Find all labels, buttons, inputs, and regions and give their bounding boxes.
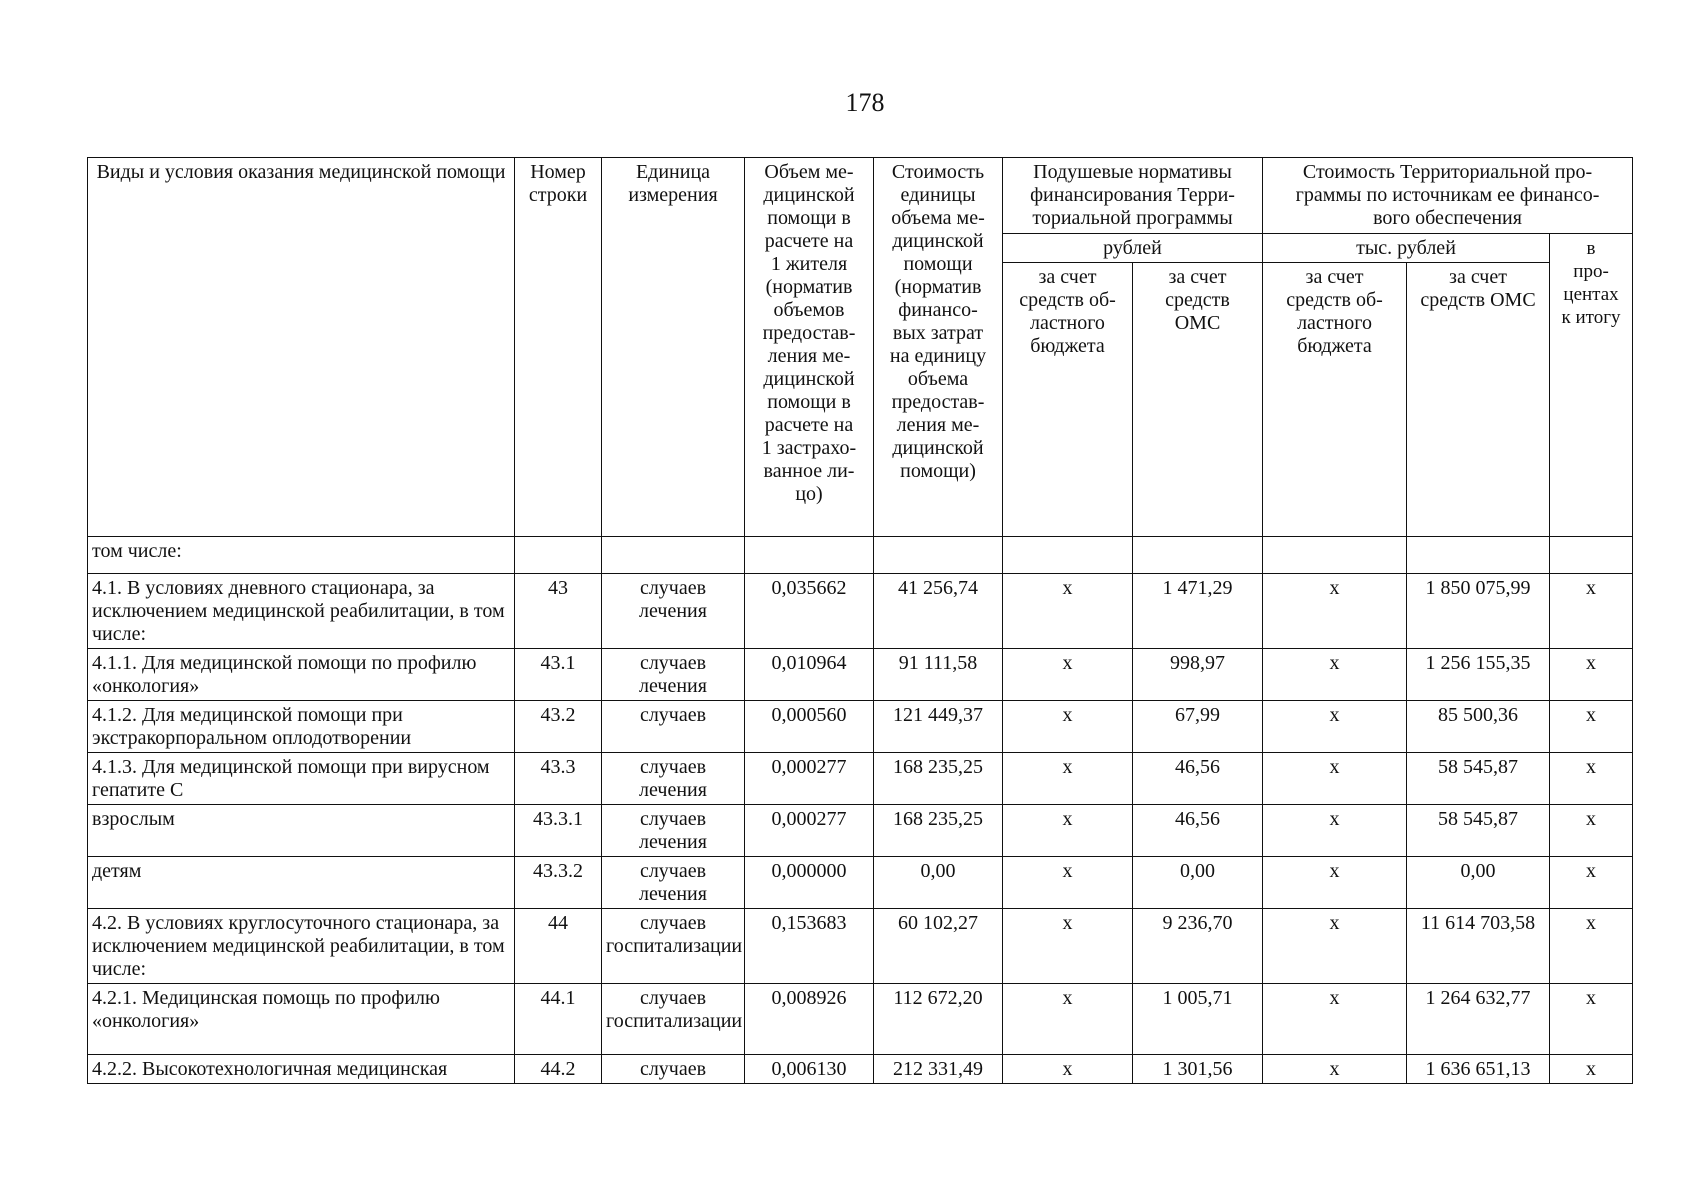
row-name: 4.1. В условиях дневного стационара, за исключением медицинской реабилитации, в том числе:	[88, 574, 515, 649]
row-number: 44.2	[515, 1055, 602, 1084]
row-name: взрослым	[88, 805, 515, 857]
row-cost: 112 672,20	[874, 984, 1003, 1055]
row-unit: случаев лечения	[602, 753, 745, 805]
row-pc-oms: 46,56	[1133, 805, 1263, 857]
financing-table	[87, 157, 1633, 1084]
row-tc-budget: х	[1263, 857, 1407, 909]
row-pc-budget: х	[1003, 649, 1133, 701]
table-row	[88, 701, 1633, 753]
row-number: 43.3.2	[515, 857, 602, 909]
row-pc-budget: х	[1003, 909, 1133, 984]
row-number: 44	[515, 909, 602, 984]
row-number: 43	[515, 574, 602, 649]
header-program-cost-group: Стоимость Территориальной про- граммы по источникам ее финансо- вого обеспечения	[1263, 158, 1633, 234]
table-row	[88, 649, 1633, 701]
table-row	[88, 753, 1633, 805]
header-type: Виды и условия оказания медицинской помощи	[88, 158, 515, 537]
table-row	[88, 1055, 1633, 1084]
row-tc-oms: 11 614 703,58	[1407, 909, 1550, 984]
row-name: 4.1.2. Для медицинской помощи при экстракорпоральном оплодотворении	[88, 701, 515, 753]
row-name: том числе:	[88, 537, 515, 574]
row-tc-oms: 1 256 155,35	[1407, 649, 1550, 701]
row-percent: х	[1550, 649, 1633, 701]
row-pc-budget: х	[1003, 805, 1133, 857]
row-pc-budget: х	[1003, 1055, 1133, 1084]
row-pc-budget: х	[1003, 753, 1133, 805]
row-unit: случаев лечения	[602, 574, 745, 649]
row-pc-budget: х	[1003, 857, 1133, 909]
row-tc-oms: 1 264 632,77	[1407, 984, 1550, 1055]
row-percent: х	[1550, 909, 1633, 984]
row-tc-oms: 1 850 075,99	[1407, 574, 1550, 649]
row-unit: случаев лечения	[602, 857, 745, 909]
row-unit: случаев лечения	[602, 805, 745, 857]
header-regional-budget-per-capita: за счет средств об- ластного бюджета	[1003, 263, 1133, 537]
row-name: 4.1.1. Для медицинской помощи по профилю «онкология»	[88, 649, 515, 701]
row-unit: случаев госпитализации	[602, 909, 745, 984]
row-name: 4.1.3. Для медицинской помощи при вирусном гепатите С	[88, 753, 515, 805]
row-name: 4.2.1. Медицинская помощь по профилю «онкология»	[88, 984, 515, 1055]
row-cost: 0,00	[874, 857, 1003, 909]
row-volume: 0,006130	[745, 1055, 874, 1084]
row-number: 43.3.1	[515, 805, 602, 857]
row-percent: х	[1550, 1055, 1633, 1084]
row-unit: случаев лечения	[602, 649, 745, 701]
row-volume: 0,000560	[745, 701, 874, 753]
row-pc-budget: х	[1003, 984, 1133, 1055]
table-row	[88, 537, 1633, 574]
row-name: детям	[88, 857, 515, 909]
row-tc-oms: 0,00	[1407, 857, 1550, 909]
row-tc-budget: х	[1263, 753, 1407, 805]
row-tc-budget: х	[1263, 805, 1407, 857]
row-unit: случаев	[602, 1055, 745, 1084]
row-pc-budget: х	[1003, 701, 1133, 753]
row-number: 43.3	[515, 753, 602, 805]
header-per-capita-group: Подушевые нормативы финансирования Терри- ториальной программы	[1003, 158, 1263, 234]
row-pc-oms: 1 471,29	[1133, 574, 1263, 649]
row-percent: х	[1550, 805, 1633, 857]
header-volume: Объем ме- дицинской помощи в расчете на 1 жителя (норматив объемов предостав- ления ме- дицинской помощи в расчете на 1 застрахо- ванное ли- цо)	[745, 158, 874, 537]
row-tc-oms: 85 500,36	[1407, 701, 1550, 753]
table-row	[88, 909, 1633, 984]
row-cost: 121 449,37	[874, 701, 1003, 753]
header-unit-cost: Стоимость единицы объема ме- дицинской помощи (норматив финансо- вых затрат на единицу объема предостав- ления ме- дицинской помощи)	[874, 158, 1003, 537]
row-percent: х	[1550, 701, 1633, 753]
row-tc-oms: 1 636 651,13	[1407, 1055, 1550, 1084]
row-cost: 168 235,25	[874, 753, 1003, 805]
table-row	[88, 857, 1633, 909]
row-tc-budget: х	[1263, 984, 1407, 1055]
header-row-number: Номер строки	[515, 158, 602, 537]
header-unit: Единица измерения	[602, 158, 745, 537]
row-tc-oms: 58 545,87	[1407, 753, 1550, 805]
row-pc-oms: 1 005,71	[1133, 984, 1263, 1055]
header-oms-cost: за счет средств ОМС	[1407, 263, 1550, 537]
row-cost: 41 256,74	[874, 574, 1003, 649]
row-volume: 0,000000	[745, 857, 874, 909]
table-row	[88, 805, 1633, 857]
row-cost: 91 111,58	[874, 649, 1003, 701]
row-pc-oms: 1 301,56	[1133, 1055, 1263, 1084]
row-volume: 0,000277	[745, 805, 874, 857]
row-cost: 212 331,49	[874, 1055, 1003, 1084]
table-row	[88, 984, 1633, 1055]
row-cost: 60 102,27	[874, 909, 1003, 984]
row-tc-budget: х	[1263, 574, 1407, 649]
header-percent: в про- центах к итогу	[1550, 234, 1633, 537]
row-tc-budget: х	[1263, 909, 1407, 984]
row-pc-oms: 0,00	[1133, 857, 1263, 909]
row-percent: х	[1550, 984, 1633, 1055]
row-volume: 0,000277	[745, 753, 874, 805]
header-regional-budget-cost: за счет средств об- ластного бюджета	[1263, 263, 1407, 537]
row-unit: случаев госпитализации	[602, 984, 745, 1055]
row-percent: х	[1550, 753, 1633, 805]
row-cost: 168 235,25	[874, 805, 1003, 857]
row-volume: 0,035662	[745, 574, 874, 649]
row-pc-oms: 9 236,70	[1133, 909, 1263, 984]
row-unit: случаев	[602, 701, 745, 753]
row-pc-budget: х	[1003, 574, 1133, 649]
row-number: 44.1	[515, 984, 602, 1055]
page-number: 178	[845, 88, 885, 117]
row-name: 4.2. В условиях круглосуточного стационара, за исключением медицинской реабилитации, в том числе:	[88, 909, 515, 984]
row-volume: 0,008926	[745, 984, 874, 1055]
row-number: 43.2	[515, 701, 602, 753]
row-tc-oms: 58 545,87	[1407, 805, 1550, 857]
header-unit-thousand-rubles: тыс. рублей	[1263, 234, 1550, 263]
table-row	[88, 574, 1633, 649]
row-pc-oms: 46,56	[1133, 753, 1263, 805]
row-volume: 0,010964	[745, 649, 874, 701]
header-oms-per-capita: за счет средств ОМС	[1133, 263, 1263, 537]
row-tc-budget: х	[1263, 701, 1407, 753]
row-number: 43.1	[515, 649, 602, 701]
row-name: 4.2.2. Высокотехнологичная медицинская	[88, 1055, 515, 1084]
row-percent: х	[1550, 574, 1633, 649]
header-unit-rubles: рублей	[1003, 234, 1263, 263]
row-volume: 0,153683	[745, 909, 874, 984]
row-tc-budget: х	[1263, 1055, 1407, 1084]
row-pc-oms: 998,97	[1133, 649, 1263, 701]
row-pc-oms: 67,99	[1133, 701, 1263, 753]
row-percent: х	[1550, 857, 1633, 909]
row-tc-budget: х	[1263, 649, 1407, 701]
